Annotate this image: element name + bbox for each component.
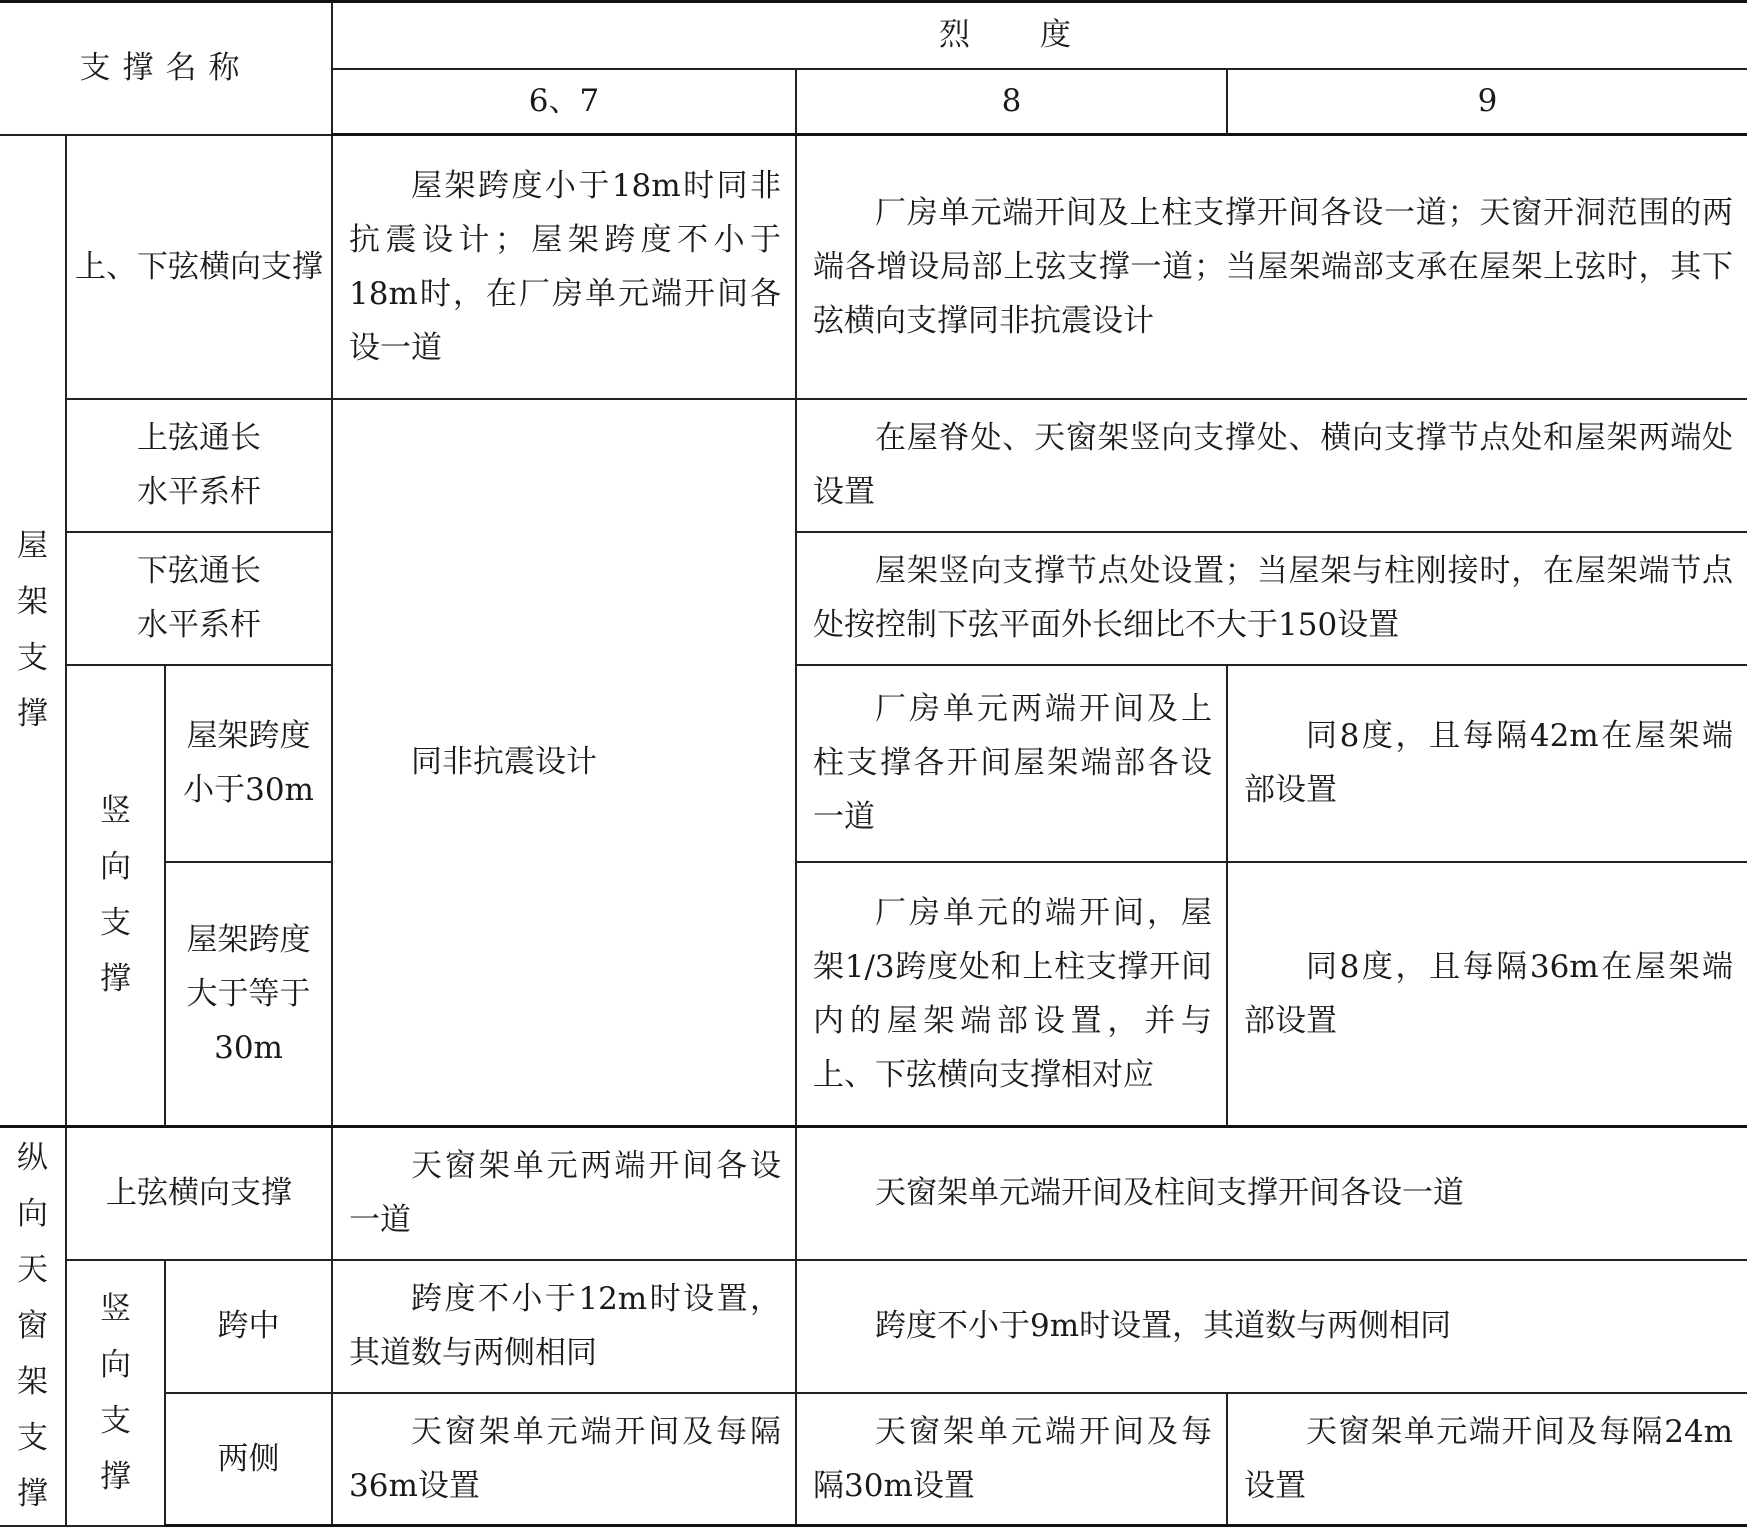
row-bottom-tie-name (66, 532, 332, 665)
row-span-ge30-line3: 30m (214, 1029, 283, 1066)
row-span-ge30-line2: 大于等于 (186, 975, 311, 1012)
row-span-ge30-line1: 屋架跨度 (186, 921, 311, 958)
row-skylight-top-chord-name: 上弦横向支撑 (66, 1127, 332, 1260)
row-span-ge30-8: 厂房单元的端开间，屋架1/3跨度处和上柱支撑开间内的屋架端部设置，并与上、下弦横向支撑相对应 (796, 862, 1227, 1127)
row-top-tie-name-line1: 上弦通长 (137, 420, 262, 456)
group-skylight-label: 纵 向 天 窗 架 支 撑 (17, 1140, 48, 1513)
merged-non-seismic-6-7: 同非抗震设计 (332, 399, 796, 1127)
row-chord-transverse-6-7: 屋架跨度小于18m时同非抗震设计；屋架跨度不小于18m时，在厂房单元端开间各设一道 (332, 135, 796, 399)
row-span-lt30-line2: 小于30m (183, 772, 314, 808)
header-intensity: 烈度 (332, 2, 1747, 69)
row-span-lt30-name (165, 665, 332, 862)
row-midspan-8-9: 跨度不小于9m时设置，其道数与两侧相同 (796, 1260, 1747, 1393)
header-level-8: 8 (796, 69, 1227, 135)
row-top-tie-8-9: 在屋脊处、天窗架竖向支撑处、横向支撑节点处和屋架两端处设置 (796, 399, 1747, 532)
row-span-lt30-line1: 屋架跨度 (186, 718, 311, 754)
row-both-sides-8: 天窗架单元端开间及每隔30m设置 (796, 1393, 1227, 1526)
group-roof-truss-bracing (0, 135, 66, 1127)
header-support-name: 支撑名称 (0, 2, 332, 135)
row-span-ge30-9: 同8度，且每隔36m在屋架端部设置 (1227, 862, 1747, 1127)
group-skylight-bracing (0, 1127, 66, 1526)
row-top-tie-name-line2: 水平系杆 (137, 474, 262, 510)
row-span-lt30-9: 同8度，且每隔42m在屋架端部设置 (1227, 665, 1747, 862)
row-span-ge30-name (165, 862, 332, 1127)
row-skylight-top-chord-6-7: 天窗架单元两端开间各设一道 (332, 1127, 796, 1260)
group-vertical-label-b: 竖 向 支 撑 (100, 1290, 131, 1495)
row-span-lt30-8: 厂房单元两端开间及上柱支撑各开间屋架端部各设一道 (796, 665, 1227, 862)
row-top-tie-name (66, 399, 332, 532)
group-roof-truss-label: 屋 架 支 撑 (17, 528, 48, 733)
row-both-sides-9: 天窗架单元端开间及每隔24m设置 (1227, 1393, 1747, 1526)
group-vertical-label-a: 竖 向 支 撑 (100, 793, 131, 998)
row-skylight-top-chord-8-9: 天窗架单元端开间及柱间支撑开间各设一道 (796, 1127, 1747, 1260)
group-vertical-bracing-truss (66, 665, 165, 1127)
row-midspan-name: 跨中 (165, 1260, 332, 1393)
header-level-9: 9 (1227, 69, 1747, 135)
row-chord-transverse-name: 上、下弦横向支撑 (66, 135, 332, 399)
header-level-6-7: 6、7 (332, 69, 796, 135)
group-vertical-bracing-skylight (66, 1260, 165, 1526)
row-both-sides-6-7: 天窗架单元端开间及每隔36m设置 (332, 1393, 796, 1526)
row-both-sides-name: 两侧 (165, 1393, 332, 1526)
row-bottom-tie-name-line1: 下弦通长 (137, 553, 262, 589)
row-bottom-tie-8-9: 屋架竖向支撑节点处设置；当屋架与柱刚接时，在屋架端节点处按控制下弦平面外长细比不大于150设置 (796, 532, 1747, 665)
row-midspan-6-7: 跨度不小于12m时设置，其道数与两侧相同 (332, 1260, 796, 1393)
row-bottom-tie-name-line2: 水平系杆 (137, 607, 262, 643)
row-chord-transverse-8-9: 厂房单元端开间及上柱支撑开间各设一道；天窗开洞范围的两端各增设局部上弦支撑一道；当屋架端部支承在屋架上弦时，其下弦横向支撑同非抗震设计 (796, 135, 1747, 399)
